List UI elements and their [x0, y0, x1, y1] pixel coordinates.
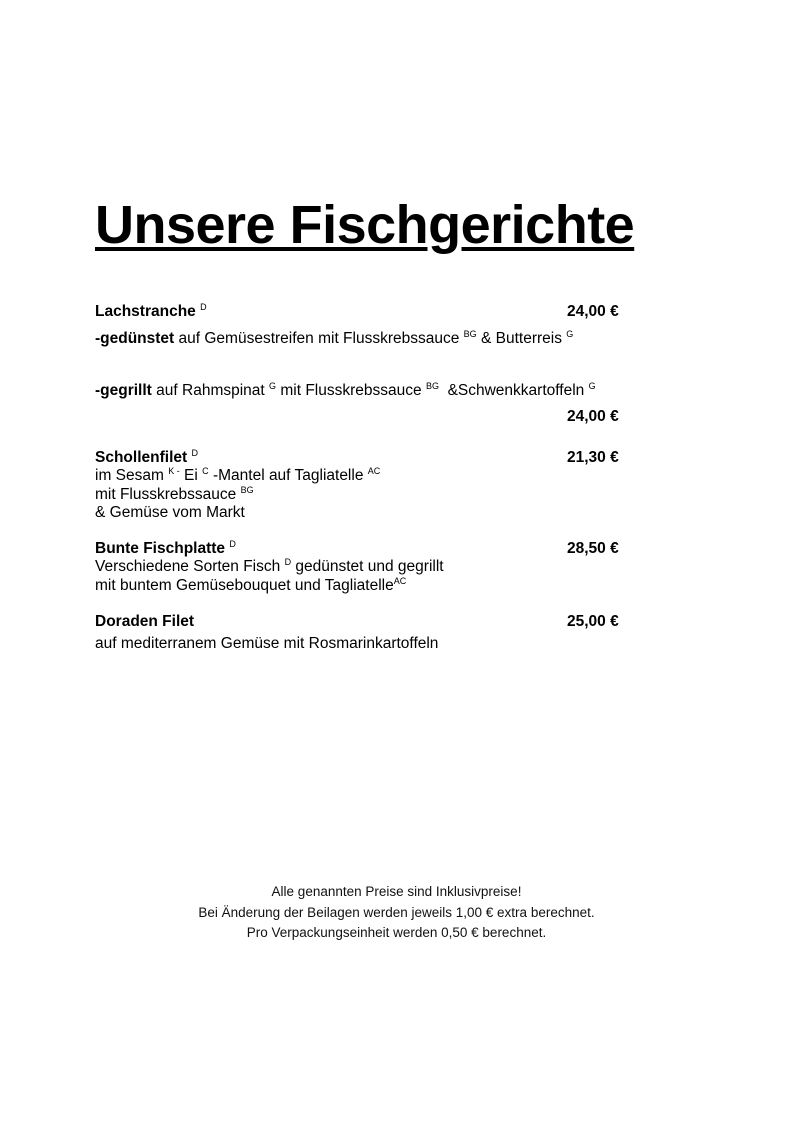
- dish-dorade-desc: auf mediterranem Gemüse mit Rosmarinkartoffeln: [95, 635, 439, 652]
- dish-schollenfilet-price: 21,30 €: [567, 449, 619, 466]
- description-text: gedünstet und gegrillt: [291, 558, 444, 575]
- description-text: & Butterreis: [476, 330, 567, 347]
- description-text: mit buntem Gemüsebouquet und Tagliatelle: [95, 577, 394, 594]
- dish-lachstranche-price: 24,00 €: [567, 303, 619, 320]
- preparation-label: -gegrillt: [95, 382, 152, 399]
- description-text: Verschiedene Sorten Fisch: [95, 558, 285, 575]
- allergen-code: K -: [168, 465, 180, 476]
- description-text: -Mantel auf Tagliatelle: [208, 467, 368, 484]
- dish-name: Schollenfilet: [95, 449, 188, 466]
- page-title: Unsere Fischgerichte: [95, 195, 635, 255]
- dish-name: Bunte Fischplatte: [95, 540, 226, 557]
- allergen-code: BG: [463, 328, 477, 339]
- allergen-code: C: [202, 465, 209, 476]
- dish-lachstranche-grilled-price: 24,00 €: [567, 408, 619, 425]
- description-text: &Schwenkkartoffeln: [438, 382, 589, 399]
- allergen-code: AC: [367, 465, 381, 476]
- preparation-label: -gedünstet: [95, 330, 175, 347]
- allergen-code: D: [284, 556, 292, 567]
- description-text: Ei: [179, 467, 203, 484]
- allergen-code: BG: [240, 484, 254, 495]
- dish-fischplatte-desc-1: [95, 557, 444, 576]
- allergen-code: G: [588, 380, 596, 391]
- allergen-code: BG: [425, 380, 439, 391]
- dish-schollenfilet-desc-1: [95, 466, 380, 485]
- allergen-code: G: [566, 328, 574, 339]
- dish-name: Lachstranche: [95, 303, 196, 320]
- dish-lachstranche-variant-steamed: [95, 329, 573, 348]
- dish-schollenfilet-desc-3: & Gemüse vom Markt: [95, 504, 245, 521]
- dish-fischplatte-name: [95, 539, 236, 558]
- dish-name: Doraden Filet: [95, 613, 195, 630]
- dish-schollenfilet-name: [95, 448, 198, 467]
- footer-note-packaging: Pro Verpackungseinheit werden 0,50 € berechnet.: [246, 925, 547, 940]
- dish-dorade-price: 25,00 €: [567, 613, 619, 630]
- allergen-code: D: [229, 538, 236, 549]
- allergen-code: G: [269, 380, 277, 391]
- allergen-code: D: [200, 301, 207, 312]
- dish-fischplatte-desc-2: [95, 576, 406, 595]
- dish-fischplatte-price: 28,50 €: [567, 540, 619, 557]
- footer-note-prices: Alle genannten Preise sind Inklusivpreise!: [271, 884, 522, 899]
- dish-dorade-name: [95, 612, 194, 631]
- allergen-code: D: [191, 447, 198, 458]
- dish-lachstranche-name: [95, 302, 207, 321]
- footer-note-side-dishes: Bei Änderung der Beilagen werden jeweils 1,00 € extra berechnet.: [198, 905, 595, 920]
- dish-schollenfilet-desc-2: [95, 485, 254, 504]
- description-text: im Sesam: [95, 467, 169, 484]
- dish-lachstranche-variant-grilled: [95, 381, 596, 400]
- description-text: auf Rahmspinat: [151, 382, 270, 399]
- description-text: auf Gemüsestreifen mit Flusskrebssauce: [174, 330, 464, 347]
- description-text: mit Flusskrebssauce: [276, 382, 426, 399]
- allergen-code: AC: [393, 575, 407, 586]
- description-text: mit Flusskrebssauce: [95, 486, 241, 503]
